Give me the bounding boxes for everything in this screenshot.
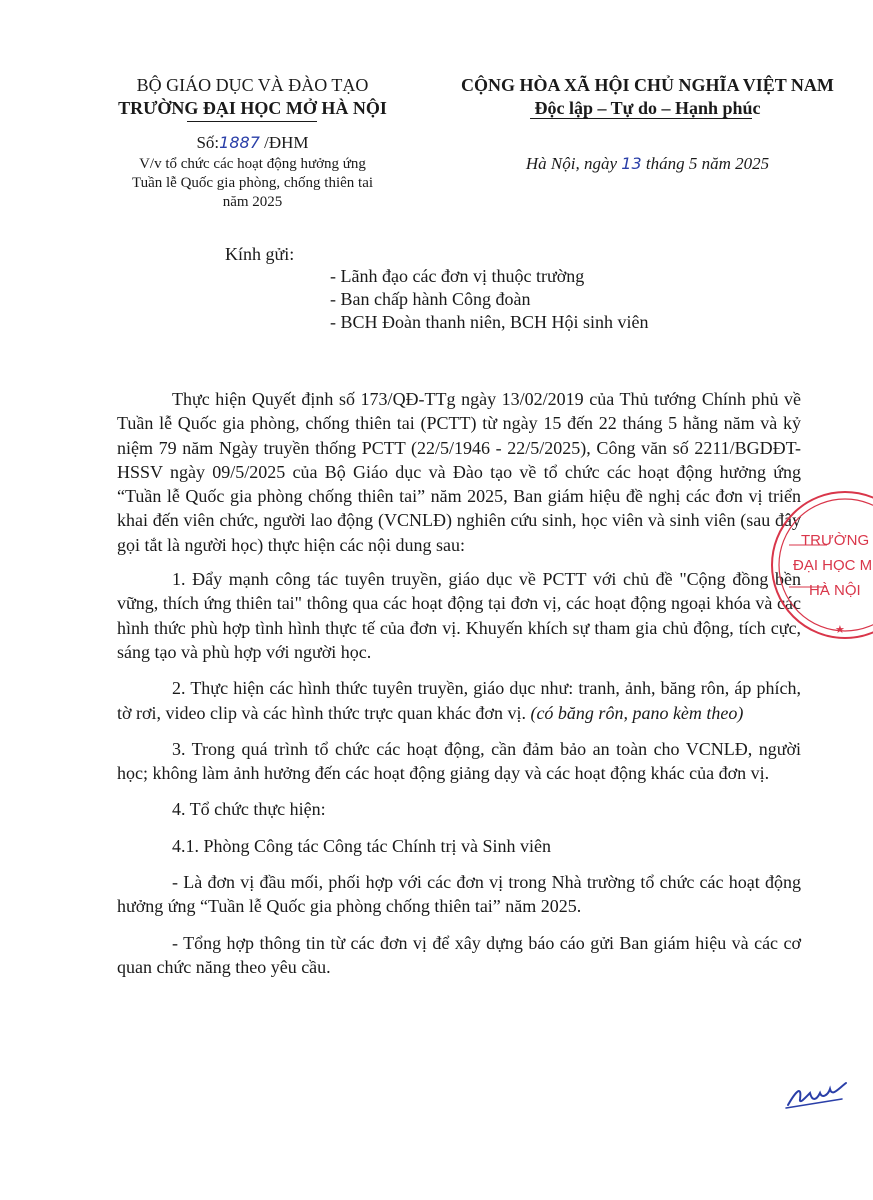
document-number-suffix: /ĐHM	[264, 133, 309, 152]
subject-line: năm 2025	[222, 194, 283, 210]
document-number-prefix: Số:	[196, 133, 220, 152]
stamp-line-2: ĐẠI HỌC M	[793, 557, 873, 574]
document-number-handwritten: 1887	[219, 133, 260, 152]
stamp-line-1: TRƯỜNG	[801, 532, 870, 549]
date-suffix: tháng 5 năm 2025	[645, 154, 770, 173]
subject-line: Tuần lễ Quốc gia phòng, chống thiên tai	[131, 175, 374, 191]
national-motto: Độc lập – Tự do – Hạnh phúc	[534, 98, 761, 118]
item-4-1-heading: 4.1. Phòng Công tác Công tác Chính trị và Sinh viên	[172, 835, 551, 856]
red-seal-stamp	[765, 485, 873, 645]
national-title: CỘNG HÒA XÃ HỘI CHỦ NGHĨA VIỆT NAM	[461, 75, 834, 95]
item-2-note: (có băng rôn, pano kèm theo)	[530, 702, 744, 723]
handwritten-initials	[782, 1075, 852, 1115]
header-underline-left	[187, 121, 317, 122]
item-4-1-a-paragraph: - Là đơn vị đầu mối, phối hợp với các đơn vị trong Nhà trường tổ chức các hoạt động hưởng ứng “Tuần lễ Quốc gia phòng chống thiên tai” năm 2025.	[117, 872, 801, 917]
recipient-item: - Lãnh đạo các đơn vị thuộc trường	[330, 266, 585, 286]
item-2-paragraph	[117, 676, 801, 725]
document-number	[80, 132, 425, 154]
header-underline-right	[530, 118, 752, 119]
date-day-handwritten: 13	[621, 154, 642, 173]
issue-date	[440, 153, 855, 175]
document-body	[117, 387, 801, 991]
intro-paragraph: Thực hiện Quyết định số 173/QĐ-TTg ngày 13/02/2019 của Thủ tướng Chính phủ về Tuần lễ Quốc gia phòng, chống thiên tai (PCTT) từ ngày 15 đến 22 tháng 5 hằng năm và kỷ niệm 79 năm Ngày truyền thống PCTT (22/5/1946 - 22/5/2025), Công văn số 2211/BGDĐT-HSSV ngày 09/5/2025 của Bộ Giáo dục và Đào tạo về tổ chức các hoạt động hưởng ứng “Tuần lễ Quốc gia phòng chống thiên tai” năm 2025, Ban giám hiệu đề nghị các đơn vị triển khai đến viên chức, người lao động (VCNLĐ) nghiên cứu sinh, học viên và sinh viên (sau đây gọi tắt là người học) thực hiện các nội dung sau:	[117, 389, 801, 555]
item-4-1-b-paragraph: - Tổng hợp thông tin từ các đơn vị để xây dựng báo cáo gửi Ban giám hiệu và các cơ quan chức năng theo yêu cầu.	[117, 932, 801, 977]
recipient-list	[330, 265, 648, 334]
subject-block	[80, 155, 425, 212]
ministry-name: BỘ GIÁO DỤC VÀ ĐÀO TẠO	[136, 75, 369, 95]
date-prefix: Hà Nội, ngày	[525, 154, 618, 173]
stamp-star-icon: ★	[835, 624, 845, 636]
stamp-line-3: HÀ NỘI	[809, 582, 861, 599]
school-name: TRƯỜNG ĐẠI HỌC MỞ HÀ NỘI	[118, 98, 387, 118]
subject-line: V/v tổ chức các hoạt động hưởng ứng	[139, 156, 366, 172]
item-3-paragraph: 3. Trong quá trình tổ chức các hoạt động, cần đảm bảo an toàn cho VCNLĐ, người học; không làm ảnh hưởng đến các hoạt động giảng dạy và các hoạt động khác của đơn vị.	[117, 738, 801, 784]
item-4-heading: 4. Tổ chức thực hiện:	[172, 799, 326, 820]
item-2-text: 2. Thực hiện các hình thức tuyên truyền, giáo dục như: tranh, ảnh, băng rôn, áp phích, tờ rơi, video clip và các hình thức trực quan khác đơn vị.	[117, 678, 801, 723]
recipient-item: - BCH Đoàn thanh niên, BCH Hội sinh viên	[330, 312, 649, 332]
item-1-paragraph: 1. Đẩy mạnh công tác tuyên truyền, giáo dục về PCTT với chủ đề "Cộng đồng bền vững, thích ứng thiên tai" thông qua các hoạt động tại đơn vị, các hoạt động ngoại khóa và các hình thức phù hợp tình hình thực tế của đơn vị. Khuyến khích sự tham gia chủ động, tích cực, sáng tạo và phù hợp với người học.	[117, 569, 801, 662]
recipient-item: - Ban chấp hành Công đoàn	[330, 289, 531, 309]
greeting: Kính gửi:	[225, 244, 295, 264]
